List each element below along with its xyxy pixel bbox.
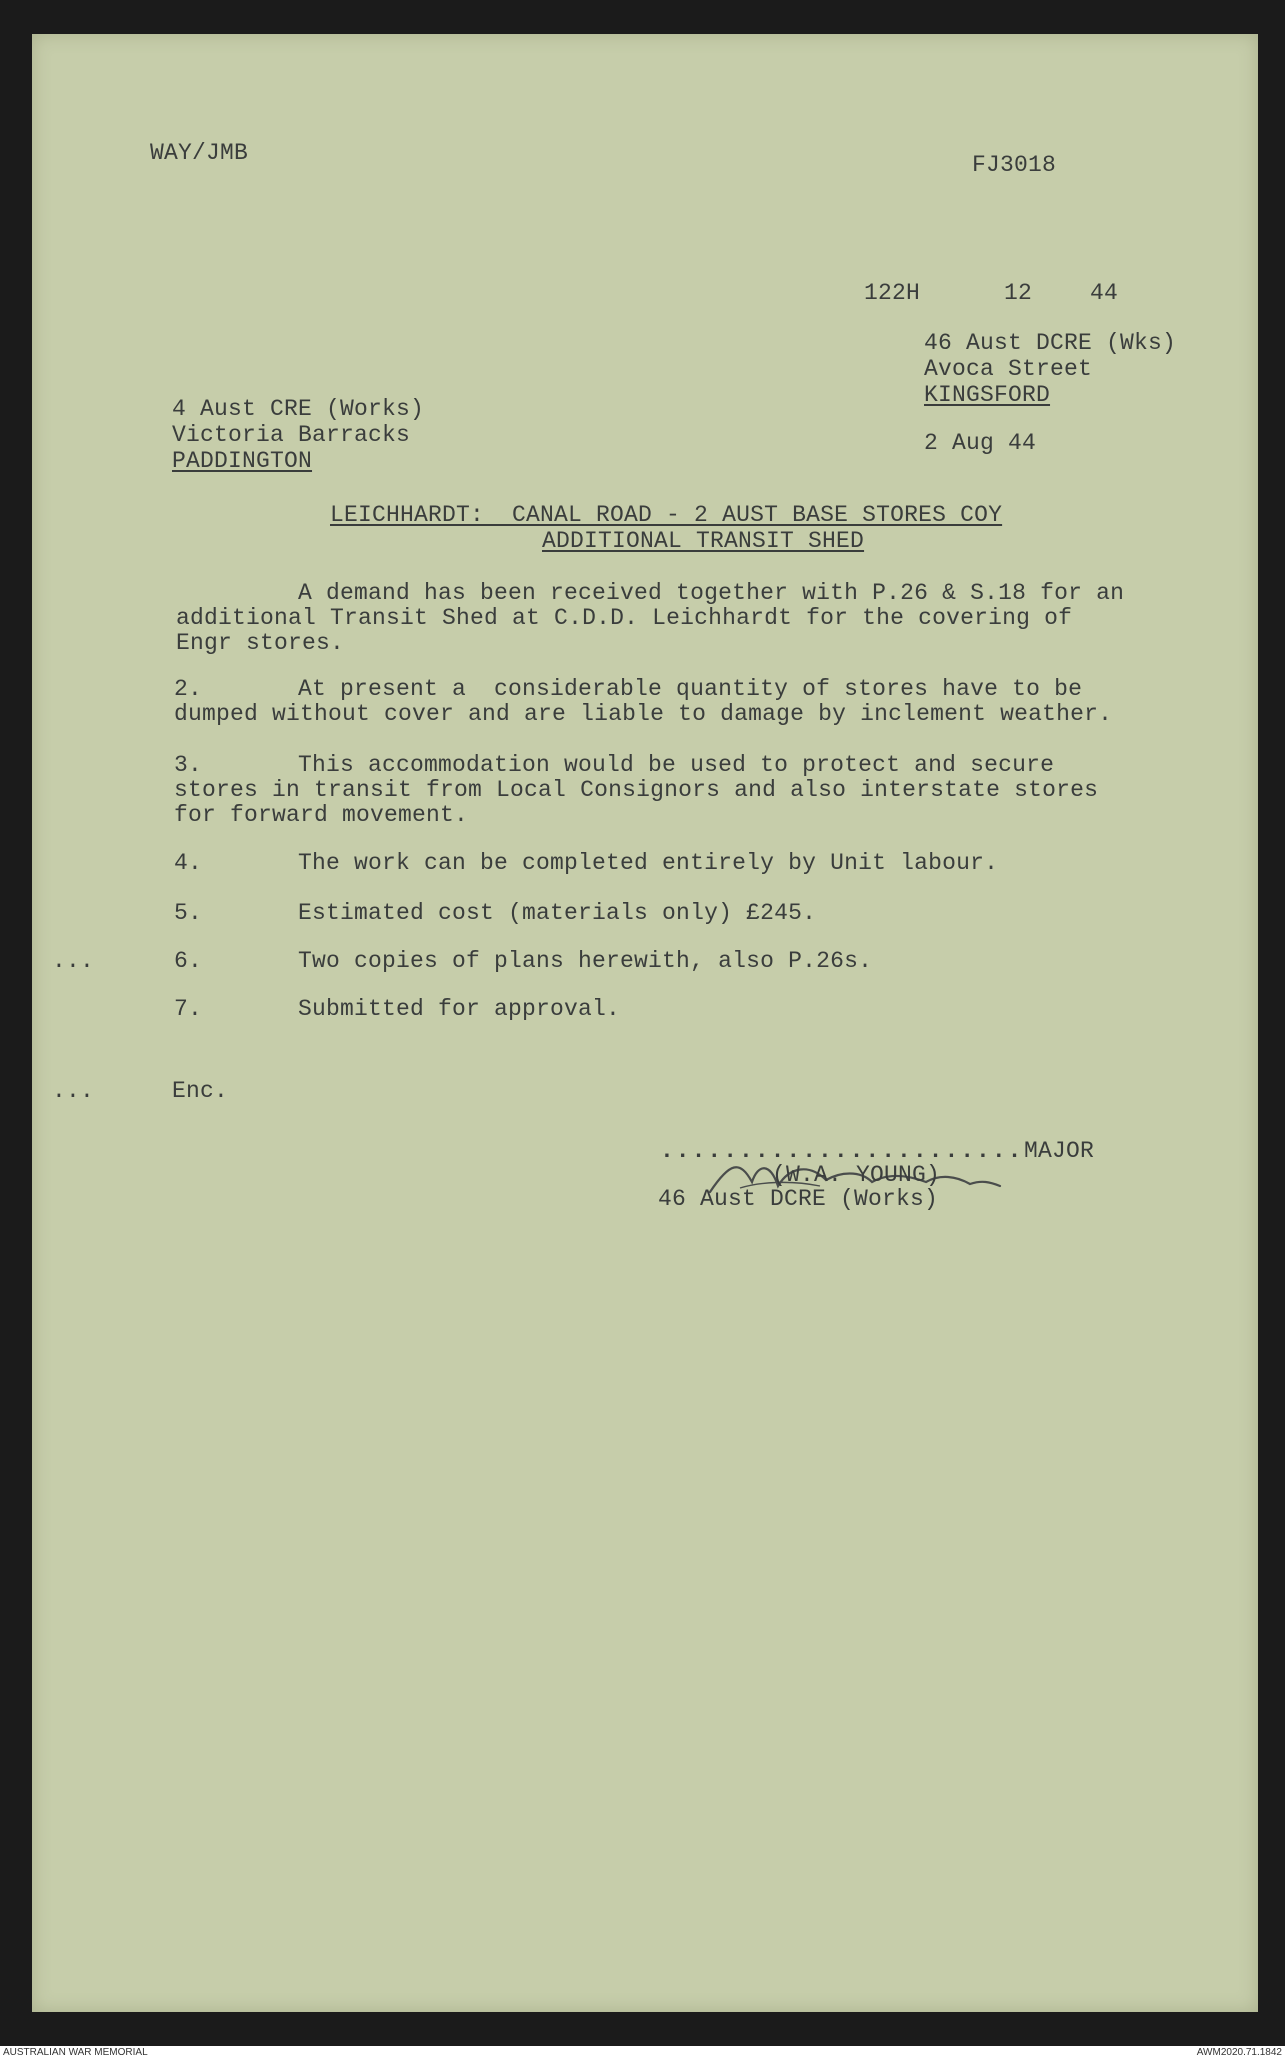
para5-text: Estimated cost (materials only) £245.	[298, 900, 817, 926]
to-address-line3: PADDINGTON	[172, 448, 313, 474]
para3-number: 3.	[174, 752, 203, 778]
signature-dotted-line: .......................	[660, 1138, 1024, 1164]
file-number-1: 12	[1004, 280, 1033, 306]
para6-number: 6.	[174, 948, 203, 974]
para1-line1: A demand has been received together with P.26 & S.18 for an	[298, 580, 1125, 606]
para4-number: 4.	[174, 850, 203, 876]
file-code: 122H	[864, 280, 921, 306]
signature-rank: MAJOR	[1024, 1138, 1095, 1164]
signatory-name: (W.A. YOUNG)	[772, 1162, 941, 1188]
margin-mark-2: ...	[52, 1078, 95, 1104]
to-address-line1: 4 Aust CRE (Works)	[172, 396, 425, 422]
para3-line3: for forward movement.	[174, 802, 469, 828]
subject-line2: ADDITIONAL TRANSIT SHED	[542, 528, 865, 554]
para2-line1: At present a considerable quantity of stores have to be	[298, 676, 1083, 702]
letter-date: 2 Aug 44	[924, 430, 1037, 456]
enclosure-label: Enc.	[172, 1078, 229, 1104]
reference-right: FJ3018	[972, 152, 1057, 178]
from-address-line3: KINGSFORD	[924, 382, 1051, 408]
para3-line2: stores in transit from Local Consignors and also interstate stores	[174, 777, 1099, 803]
reference-left: WAY/JMB	[150, 140, 249, 166]
signatory-unit: 46 Aust DCRE (Works)	[658, 1186, 939, 1212]
footer-institution: AUSTRALIAN WAR MEMORIAL	[3, 2047, 148, 2058]
file-number-2: 44	[1090, 280, 1119, 306]
para1-line2: additional Transit Shed at C.D.D. Leichhardt for the covering of	[176, 605, 1073, 631]
para7-number: 7.	[174, 996, 203, 1022]
footer-accession-number: AWM2020.71.1842	[1196, 2047, 1282, 2058]
subject-line1: LEICHHARDT: CANAL ROAD - 2 AUST BASE STORES COY	[330, 502, 1003, 528]
para2-number: 2.	[174, 676, 203, 702]
to-address-line2: Victoria Barracks	[172, 422, 411, 448]
from-address-line2: Avoca Street	[924, 356, 1093, 382]
from-address-line1: 46 Aust DCRE (Wks)	[924, 330, 1177, 356]
para7-text: Submitted for approval.	[298, 996, 621, 1022]
margin-mark-1: ...	[52, 948, 95, 974]
para3-line1: This accommodation would be used to protect and secure	[298, 752, 1055, 778]
para2-line2: dumped without cover and are liable to damage by inclement weather.	[174, 701, 1113, 727]
archive-footer	[0, 2046, 1285, 2061]
para6-text: Two copies of plans herewith, also P.26s.	[298, 948, 873, 974]
para1-line3: Engr stores.	[176, 630, 345, 656]
document-page	[32, 34, 1258, 2012]
para4-text: The work can be completed entirely by Unit labour.	[298, 850, 999, 876]
para5-number: 5.	[174, 900, 203, 926]
